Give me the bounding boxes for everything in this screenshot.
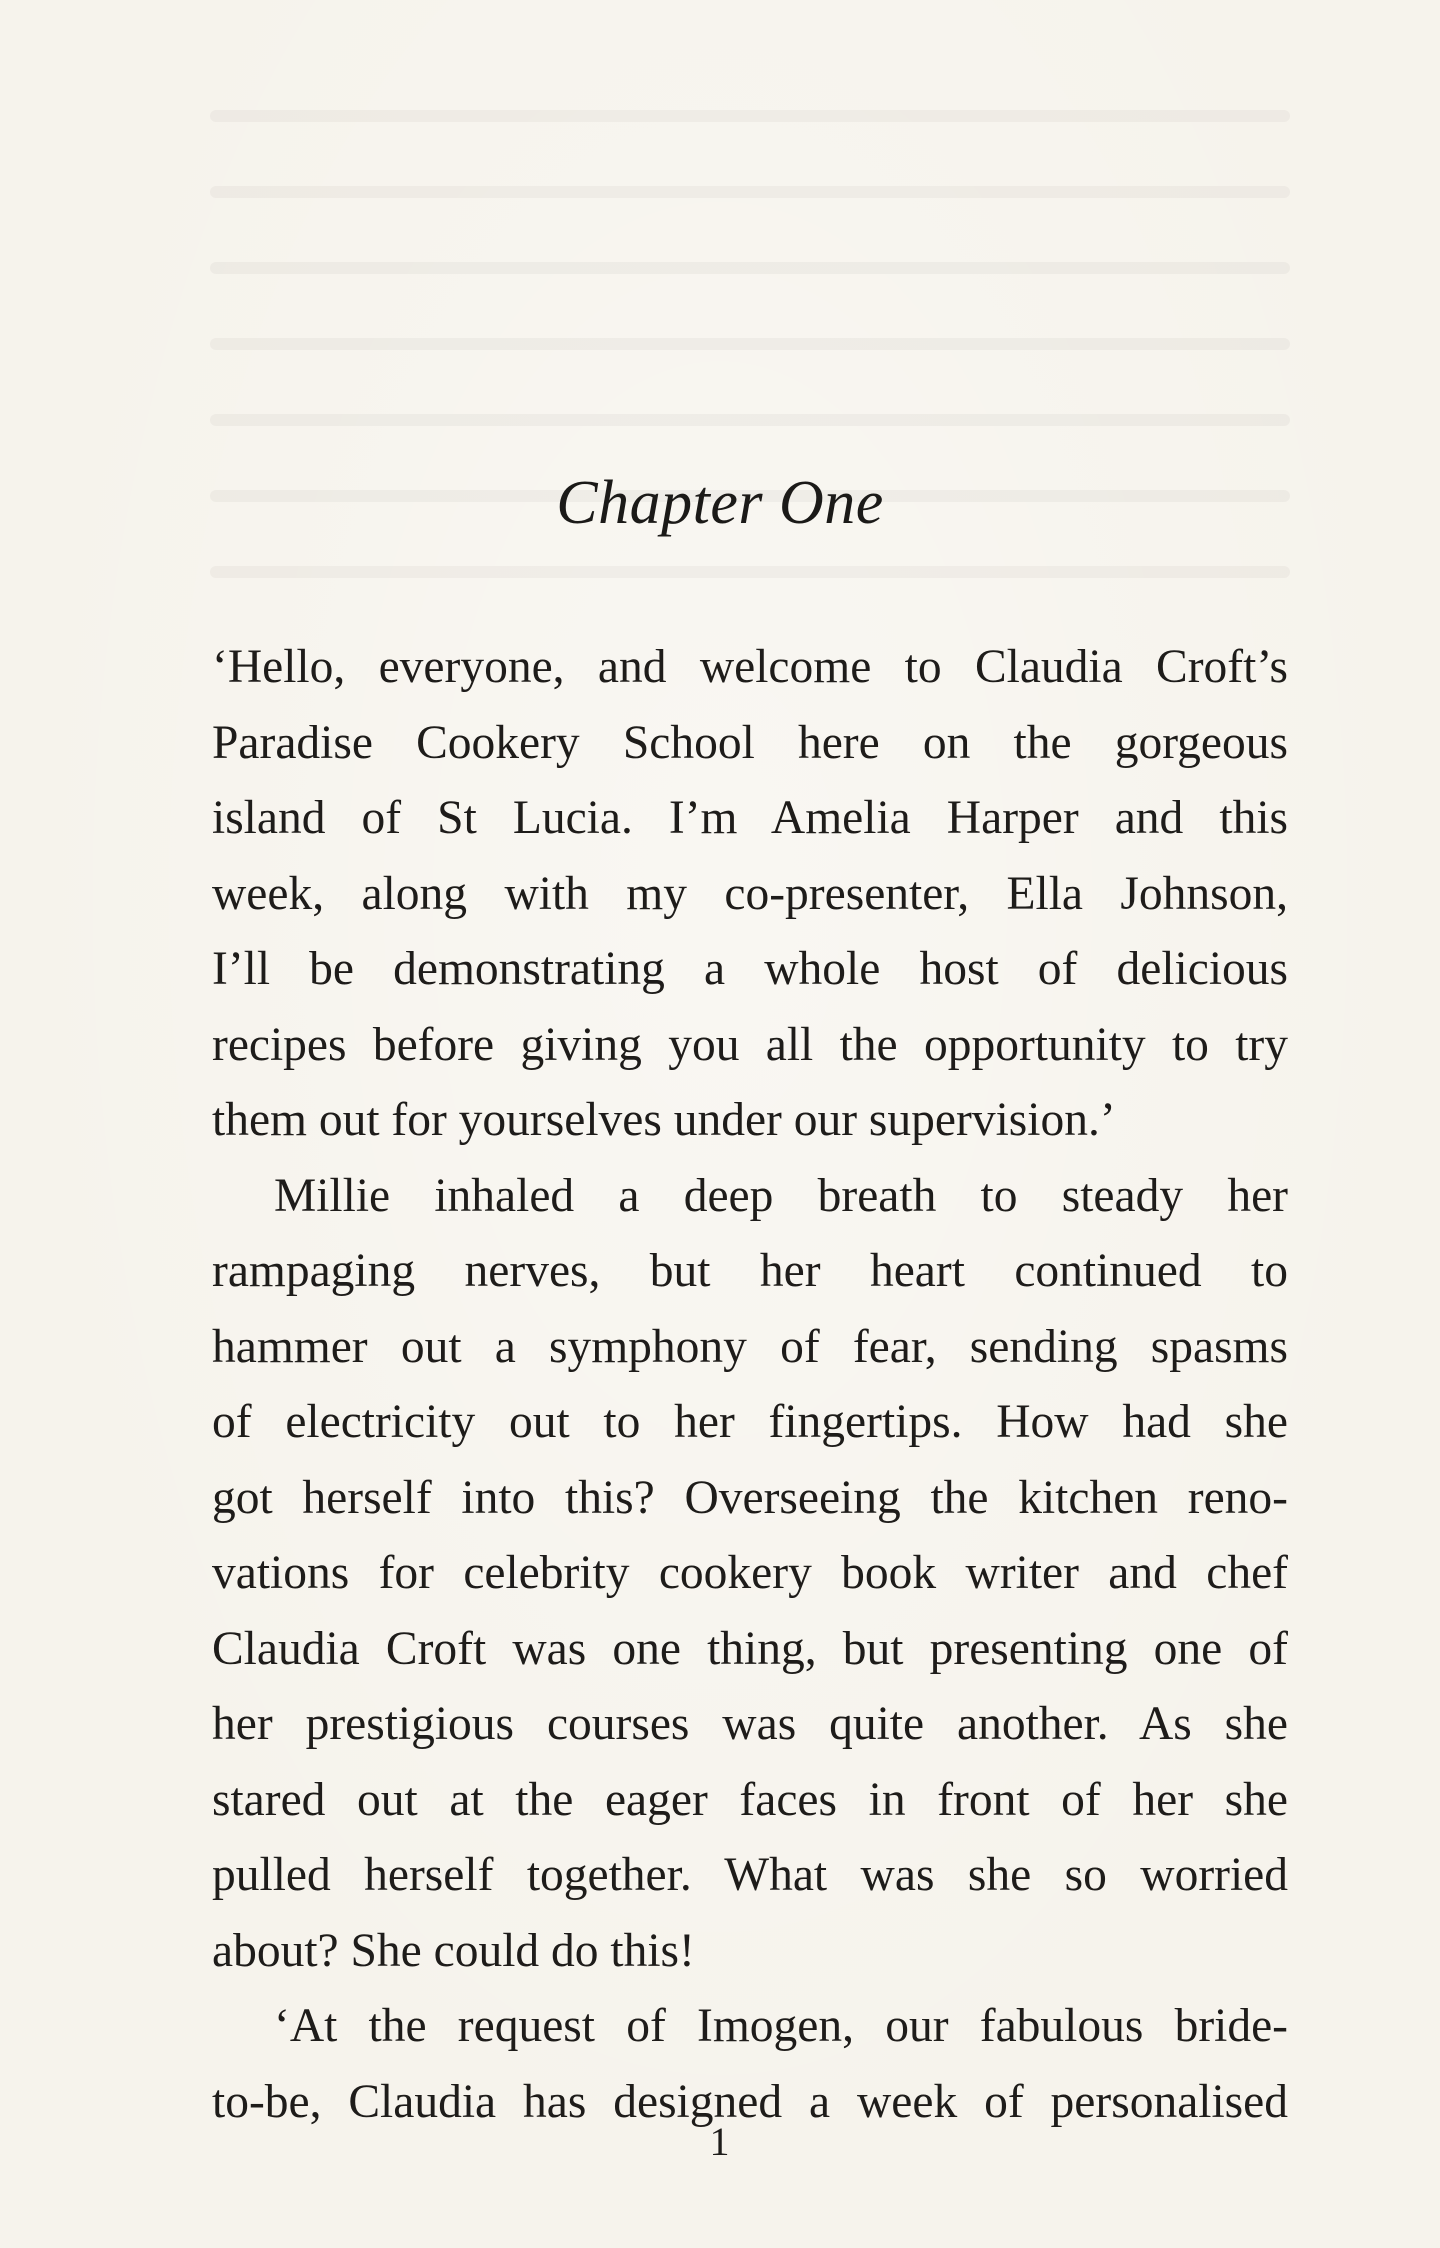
text-line: Claudia Croft was one thing, but presenting one of [212, 1622, 1288, 1675]
chapter-title: Chapter One [556, 469, 884, 537]
text-line: to-be, Claudia has designed a week of personalised [212, 2075, 1288, 2128]
text-line: vations for celebrity cookery book writer and chef [212, 1547, 1288, 1599]
show-through-text [210, 110, 1290, 630]
text-line: them out for yourselves under our supervision.’ [212, 1094, 1116, 1146]
text-line: stared out at the eager faces in front of her she [212, 1773, 1288, 1826]
text-line: pulled herself together. What was she so worried [212, 1849, 1288, 1901]
text-line: Paradise Cookery School here on the gorgeous [212, 716, 1288, 769]
text-line: hammer out a symphony of fear, sending spasms [212, 1320, 1288, 1373]
text-line: ‘At the request of Imogen, our fabulous bride- [274, 2000, 1288, 2052]
text-line: of electricity out to her fingertips. How had she [212, 1396, 1288, 1448]
text-line: recipes before giving you all the opportunity to try [212, 1018, 1288, 1071]
paragraph-1 [212, 630, 1288, 1159]
text-line: week, along with my co-presenter, Ella Johnson, [212, 867, 1288, 920]
text-line: got herself into this? Overseeing the kitchen reno- [212, 1471, 1288, 1524]
body-text [212, 630, 1288, 2140]
page-number: 1 [709, 2119, 731, 2164]
text-line: Millie inhaled a deep breath to steady her [274, 1169, 1288, 1222]
text-line: rampaging nerves, but her heart continued to [212, 1245, 1288, 1297]
text-line: ‘Hello, everyone, and welcome to Claudia Croft’s [212, 641, 1288, 693]
text-line: her prestigious courses was quite another. As she [212, 1698, 1288, 1750]
text-line: I’ll be demonstrating a whole host of delicious [212, 943, 1288, 995]
text-line: about? She could do this! [212, 1924, 695, 1977]
paragraph-2 [212, 1159, 1288, 1990]
text-line: island of St Lucia. I’m Amelia Harper and this [212, 792, 1288, 844]
